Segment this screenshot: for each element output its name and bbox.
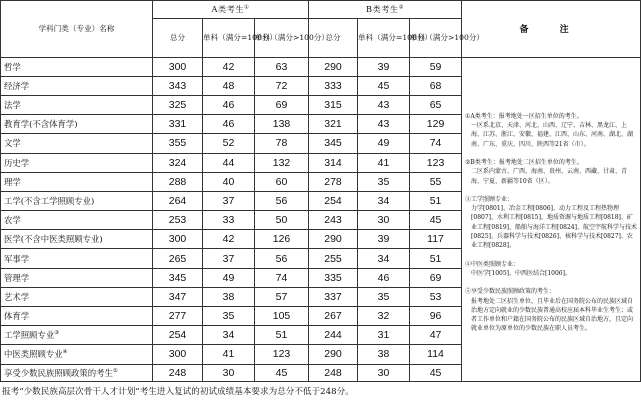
group-a-single-100-cell: 46 (203, 95, 255, 114)
group-b-single-over-cell: 45 (410, 364, 462, 381)
subject-name: 艺术学 (1, 287, 153, 306)
group-a-total-cell: 264 (153, 191, 203, 210)
group-b-single-100-cell: 32 (358, 307, 410, 326)
notes-header: 备 注 (462, 1, 641, 58)
subject-name: 理学 (1, 172, 153, 191)
group-b-single-100-cell: 34 (358, 249, 410, 268)
subject-name: 军事学 (1, 249, 153, 268)
group-b-total-cell: 315 (309, 95, 358, 114)
group-b-single-over-cell: 129 (410, 115, 462, 134)
group-b-single-100-cell: 39 (358, 57, 410, 76)
group-a-total-cell: 343 (153, 76, 203, 95)
group-b-total-cell: 290 (309, 345, 358, 364)
group-a-single-100-cell: 38 (203, 287, 255, 306)
group-b-single-over-cell: 51 (410, 249, 462, 268)
group-a-single-over-cell: 138 (255, 115, 309, 134)
group-a-total-cell: 254 (153, 326, 203, 345)
group-b-single-over-cell: 117 (410, 230, 462, 249)
group-a-single-100-cell: 52 (203, 134, 255, 153)
subject-name: 享受少数民族照顾政策的考生⑤ (1, 364, 153, 381)
footnote-mark: ③ (54, 330, 60, 337)
group-a-single-100-cell: 42 (203, 230, 255, 249)
group-b-total-cell: 248 (309, 364, 358, 381)
notes-cell (462, 57, 641, 381)
group-a-single-100-cell: 48 (203, 76, 255, 95)
group-b-single-100-header: 单科（满分=100分） (358, 19, 410, 57)
group-b-single-over-cell: 96 (410, 307, 462, 326)
group-a-total-cell: 288 (153, 172, 203, 191)
group-b-single-100-cell: 45 (358, 76, 410, 95)
group-b-single-100-cell: 30 (358, 364, 410, 381)
group-b-single-100-cell: 35 (358, 287, 410, 306)
note-title: ②B类考生：报考地处二区招生单位的考生。 (465, 159, 583, 166)
group-a-total-cell: 300 (153, 345, 203, 364)
group-a-single-over-cell: 45 (255, 364, 309, 381)
group-b-single-over-cell: 69 (410, 268, 462, 287)
group-b-total-cell: 278 (309, 172, 358, 191)
group-a-total-cell: 253 (153, 211, 203, 230)
group-a-total-cell: 355 (153, 134, 203, 153)
group-b-total-cell: 314 (309, 153, 358, 172)
group-a-single-over-cell: 69 (255, 95, 309, 114)
group-b-single-over-cell: 114 (410, 345, 462, 364)
group-a-single-100-cell: 46 (203, 115, 255, 134)
group-a-total-cell: 277 (153, 307, 203, 326)
group-b-single-over-cell: 55 (410, 172, 462, 191)
group-a-total-header: 总分 (153, 19, 203, 57)
group-b-single-over-cell: 47 (410, 326, 462, 345)
group-b-total-cell: 290 (309, 230, 358, 249)
group-a-total-cell: 300 (153, 230, 203, 249)
group-b-single-100-cell: 34 (358, 191, 410, 210)
subject-name: 工学照顾专业③ (1, 326, 153, 345)
group-b-single-100-cell: 31 (358, 326, 410, 345)
group-a-total-cell: 265 (153, 249, 203, 268)
group-b-total-cell: 335 (309, 268, 358, 287)
group-b-total-header: 总分 (309, 19, 358, 57)
footer-note: 报考“少数民族高层次骨干人才计划”考生进入复试的初试成绩基本要求为总分不低于248分。 (2, 387, 354, 397)
table-row (1, 57, 641, 76)
group-b-total-cell: 255 (309, 249, 358, 268)
group-a-single-100-cell: 40 (203, 172, 255, 191)
note-title: ④中医类照顾专业： (465, 260, 520, 268)
subject-name: 哲学 (1, 57, 153, 76)
group-b-single-over-cell: 74 (410, 134, 462, 153)
note-title: ③工学照顾专业： (465, 195, 514, 203)
group-a-total-cell: 324 (153, 153, 203, 172)
group-b-total-cell: 254 (309, 191, 358, 210)
notes-box (462, 105, 640, 334)
group-a-total-cell: 325 (153, 95, 203, 114)
group-a-single-over-cell: 74 (255, 268, 309, 287)
note-body: 中医学[1005]、中西医结合[1006]。 (471, 269, 571, 277)
group-a-single-over-cell: 50 (255, 211, 309, 230)
group-b-single-100-cell: 30 (358, 211, 410, 230)
group-a-total-cell: 248 (153, 364, 203, 381)
group-b-single-over-cell: 53 (410, 287, 462, 306)
group-b-total-cell: 267 (309, 307, 358, 326)
group-b-total-cell: 243 (309, 211, 358, 230)
group-a-single-100-cell: 44 (203, 153, 255, 172)
group-a-single-over-cell: 56 (255, 191, 309, 210)
note-title: ⑤享受少数民族照顾政策的考生： (465, 288, 556, 296)
group-a-single-100-cell: 49 (203, 268, 255, 287)
group-a-total-cell: 300 (153, 57, 203, 76)
subject-name: 教育学(不含体育学) (1, 115, 153, 134)
subject-name: 法学 (1, 95, 153, 114)
group-a-total-cell: 331 (153, 115, 203, 134)
group-b-single-over-cell: 45 (410, 211, 462, 230)
group-b-single-100-cell: 43 (358, 115, 410, 134)
group-b-total-cell: 345 (309, 134, 358, 153)
group-b-single-over-cell: 51 (410, 191, 462, 210)
group-b-single-over-cell: 123 (410, 153, 462, 172)
group-b-total-cell: 290 (309, 57, 358, 76)
subject-name: 文学 (1, 134, 153, 153)
group-a-single-over-cell: 105 (255, 307, 309, 326)
group-a-single-100-cell: 37 (203, 249, 255, 268)
note-body: 一区系北京、天津、河北、山西、辽宁、吉林、黑龙江、上海、江苏、浙江、安徽、福建、江西、山东、河南、湖北、湖南、广东、重庆、四川、陕西等21省（市）。 (471, 122, 634, 148)
group-a-single-over-cell: 51 (255, 326, 309, 345)
group-a-single-100-cell: 30 (203, 364, 255, 381)
group-b-single-100-cell: 43 (358, 95, 410, 114)
group-a-single-over-cell: 72 (255, 76, 309, 95)
group-a-single-100-cell: 37 (203, 191, 255, 210)
group-a-single-100-cell: 34 (203, 326, 255, 345)
group-a-single-over-cell: 56 (255, 249, 309, 268)
subject-name: 历史学 (1, 153, 153, 172)
group-a-single-over-cell: 123 (255, 345, 309, 364)
subject-name: 经济学 (1, 76, 153, 95)
footnote-mark: ⑤ (112, 367, 118, 374)
group-a-single-over-cell: 63 (255, 57, 309, 76)
group-a-total-cell: 347 (153, 287, 203, 306)
group-b-single-100-cell: 35 (358, 172, 410, 191)
group-b-single-100-cell: 39 (358, 230, 410, 249)
note-body: 二区系内蒙古、广西、海南、贵州、云南、西藏、甘肃、青海、宁夏、新疆等10省（区）。 (471, 168, 628, 185)
group-b-total-cell: 337 (309, 287, 358, 306)
note-body: 力学[0801]、冶金工程[0806]、动力工程及工程热物理[0807]、水利工程[0815]、地质资源与地质工程[0818]、矿业工程[0819]、船舶与海洋工程[0824]、航空宇航科学与技术[0825]、兵器科学与技术[0826]、核科学与技术[0827]、农业工程[0828]。 (471, 205, 637, 250)
group-b-total-cell: 244 (309, 326, 358, 345)
group-a-single-100-cell: 42 (203, 57, 255, 76)
group-a-total-cell: 345 (153, 268, 203, 287)
group-b-single-100-cell: 49 (358, 134, 410, 153)
footnote-mark: ④ (62, 349, 68, 356)
subject-name: 管理学 (1, 268, 153, 287)
group-b-single-over-cell: 68 (410, 76, 462, 95)
subject-name: 工学(不含工学照顾专业) (1, 191, 153, 210)
group-a-single-100-cell: 41 (203, 345, 255, 364)
group-a-single-100-header: 单科（满分=100分） (203, 19, 255, 57)
group-a-single-over-cell: 60 (255, 172, 309, 191)
group-a-single-over-cell: 78 (255, 134, 309, 153)
group-b-single-100-cell: 38 (358, 345, 410, 364)
group-a-header: A类考生① (153, 1, 309, 19)
group-a-single-100-cell: 33 (203, 211, 255, 230)
group-b-total-cell: 333 (309, 76, 358, 95)
note-title: ①A类考生：报考地处一区招生单位的考生。 (465, 112, 583, 120)
group-a-single-over-cell: 126 (255, 230, 309, 249)
name-column-header: 学科门类（专业）名称 (1, 1, 153, 58)
group-b-single-100-cell: 41 (358, 153, 410, 172)
subject-name: 医学(不含中医类照顾专业) (1, 230, 153, 249)
group-b-single-100-cell: 46 (358, 268, 410, 287)
subject-name: 农学 (1, 211, 153, 230)
group-b-single-over-cell: 65 (410, 95, 462, 114)
subject-name: 中医类照顾专业④ (1, 345, 153, 364)
group-b-total-cell: 321 (309, 115, 358, 134)
note-body: 报考地处二区招生单位，且毕业后在国务院公布的民族区域自治地方定向就业的少数民族普通高校应届本科毕业生考生；或者工作单位和户籍在国务院公布的民族区域自治地方，且定向就业单位为原单位的少数民族在职人员考生。 (471, 297, 634, 333)
group-b-single-over-header: 单科（满分>100分） (410, 19, 462, 57)
group-a-single-over-header: 单科（满分>100分） (255, 19, 309, 57)
group-a-single-over-cell: 57 (255, 287, 309, 306)
group-a-single-over-cell: 132 (255, 153, 309, 172)
subject-name: 体育学 (1, 307, 153, 326)
group-a-single-100-cell: 35 (203, 307, 255, 326)
group-b-single-over-cell: 59 (410, 57, 462, 76)
group-b-header: B类考生② (309, 1, 462, 19)
header-row-1 (1, 1, 641, 19)
